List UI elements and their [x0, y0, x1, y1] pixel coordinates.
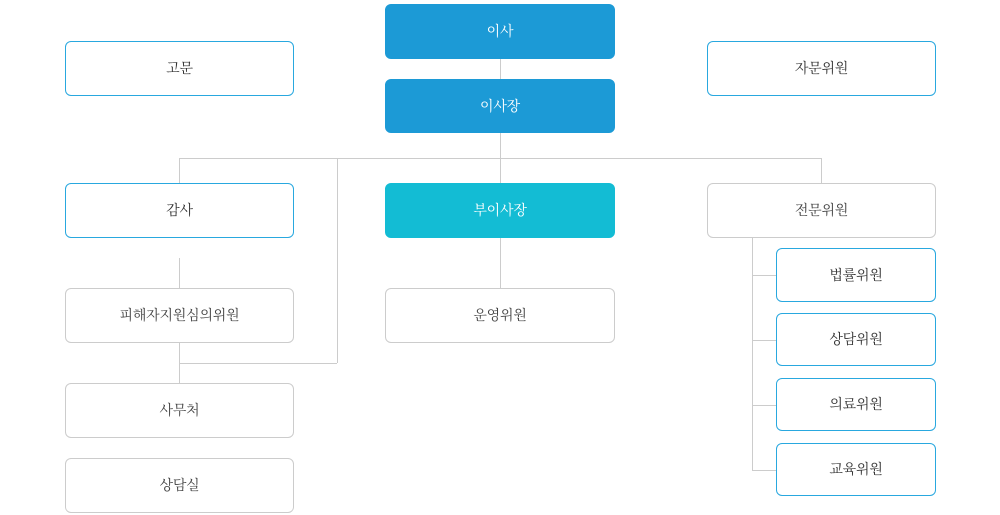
- org-node-label: 부이사장: [473, 202, 527, 219]
- connector-isajang-stem: [500, 133, 501, 158]
- org-node-samucheo[interactable]: [65, 383, 294, 438]
- org-node-jeonmun[interactable]: [707, 183, 936, 238]
- connector-jeonmun-tick-beopryul: [752, 275, 776, 276]
- org-node-label: 상담실: [159, 477, 200, 494]
- connector-isa-to-isajang: [500, 59, 501, 79]
- org-node-gamsa[interactable]: [65, 183, 294, 238]
- org-node-uiryo[interactable]: [776, 378, 936, 431]
- org-node-label: 피해자지원심의위원: [119, 307, 240, 324]
- org-node-beopryul[interactable]: [776, 248, 936, 302]
- org-node-label: 자문위원: [794, 60, 849, 77]
- org-node-pihaeja[interactable]: [65, 288, 294, 343]
- org-node-label: 의료위원: [829, 396, 883, 413]
- connector-jeonmun-tick-uiryo: [752, 405, 776, 406]
- org-node-isa[interactable]: [385, 4, 615, 59]
- org-node-gomun[interactable]: [65, 41, 294, 96]
- connector-left-spine-elbow: [179, 363, 337, 364]
- org-node-label: 이사장: [480, 97, 520, 114]
- org-node-buisajang[interactable]: [385, 183, 615, 238]
- org-node-jamun[interactable]: [707, 41, 936, 96]
- connector-right-branch-drop: [821, 158, 822, 183]
- org-node-sangdamwi[interactable]: [776, 313, 936, 366]
- org-node-label: 사무처: [159, 402, 200, 419]
- org-node-label: 상담위원: [829, 331, 883, 348]
- org-node-label: 법률위원: [829, 266, 883, 283]
- org-node-gyoyuk[interactable]: [776, 443, 936, 496]
- connector-jeonmun-tick-sangdam: [752, 340, 776, 341]
- org-node-label: 고문: [166, 60, 193, 77]
- connector-buisajang-to-unyeong: [500, 238, 501, 288]
- org-node-label: 운영위원: [473, 307, 527, 324]
- org-node-unyeong[interactable]: [385, 288, 615, 343]
- connector-jeonmun-tick-gyoyuk: [752, 470, 776, 471]
- connector-center-branch-drop: [500, 158, 501, 183]
- org-node-isajang[interactable]: [385, 79, 615, 133]
- org-node-label: 이사: [486, 23, 514, 40]
- org-node-label: 교육위원: [829, 461, 883, 478]
- connector-left-spine-upper: [337, 158, 338, 363]
- org-node-sangdamsil[interactable]: [65, 458, 294, 513]
- org-node-label: 감사: [166, 202, 193, 219]
- connector-jeonmun-spine: [752, 238, 753, 470]
- connector-left-branch-drop: [179, 158, 180, 183]
- org-node-label: 전문위원: [794, 202, 849, 219]
